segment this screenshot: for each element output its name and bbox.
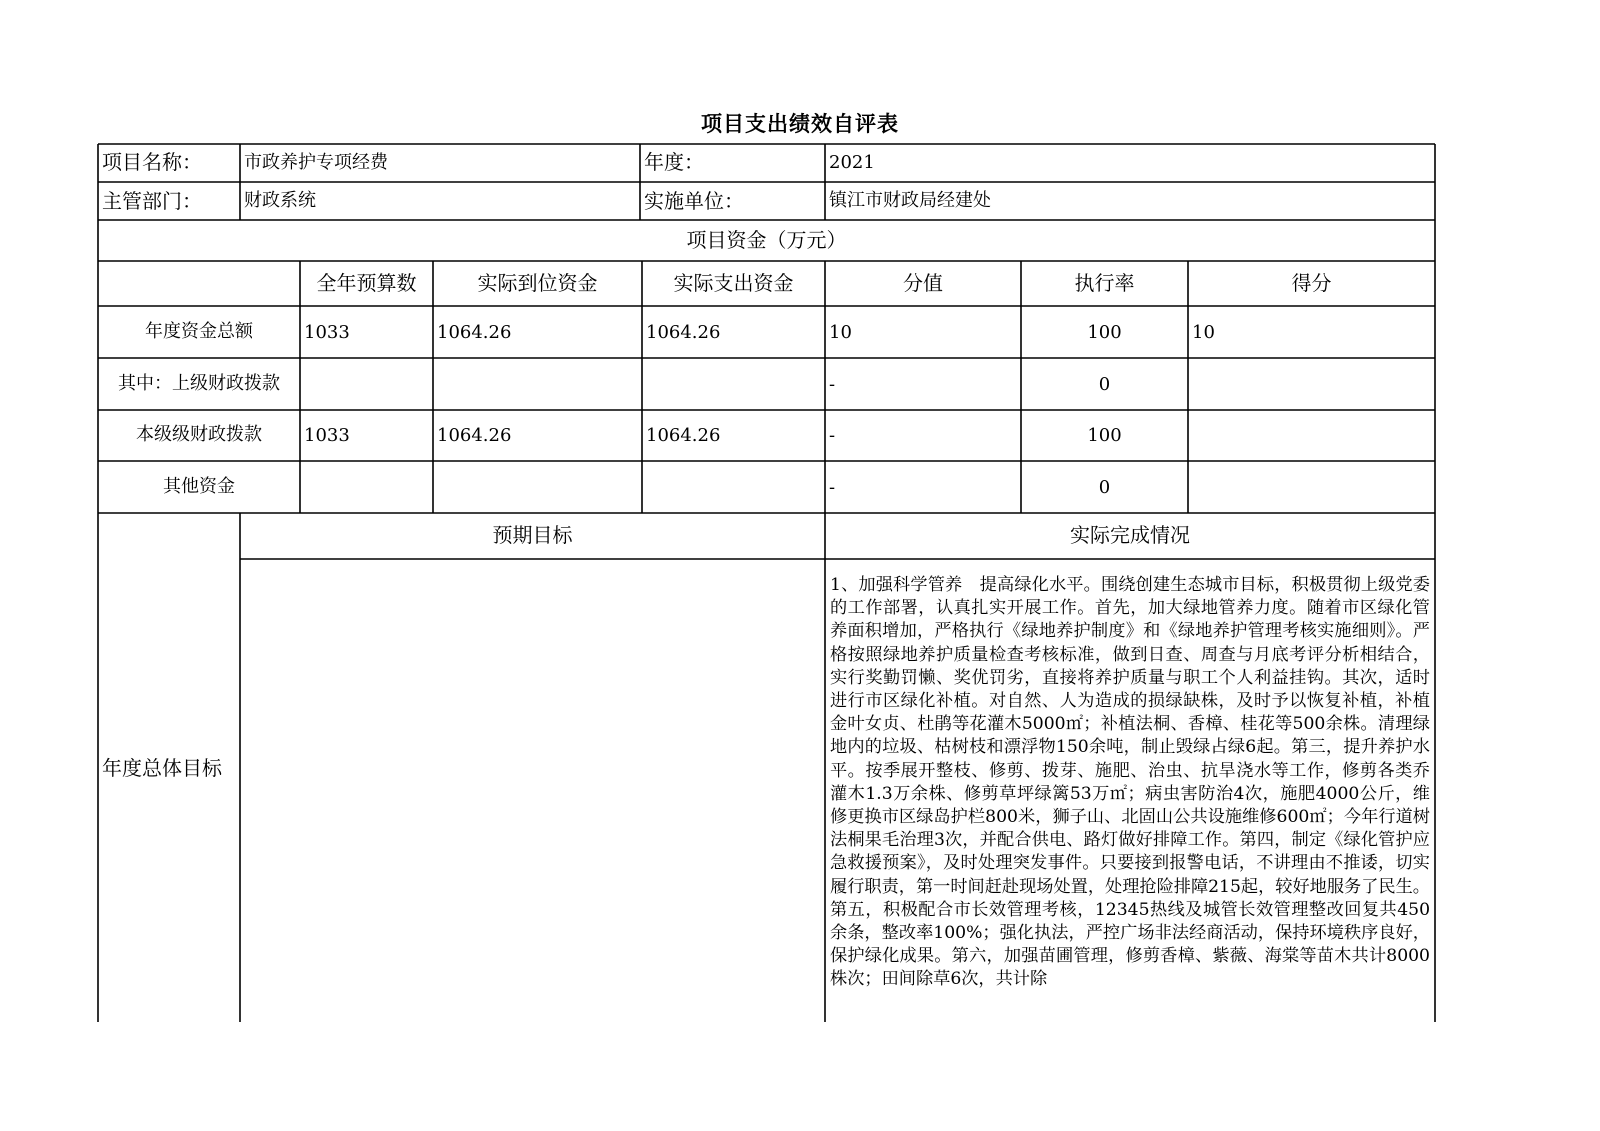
table-cell-budget: 1033 [304, 425, 350, 446]
table-cell-rate: 0 [1098, 374, 1111, 395]
project-name-value: 市政养护专项经费 [244, 152, 388, 173]
table-cell-score-value: - [829, 374, 836, 395]
unit-label: 实施单位： [644, 189, 744, 213]
table-row-label: 其他资金 [163, 476, 235, 497]
table-cell-score: 10 [1192, 322, 1215, 343]
unit-value: 镇江市财政局经建处 [829, 190, 991, 211]
funds-section-title: 项目资金（万元） [686, 228, 847, 252]
table-cell-rate: 100 [1087, 425, 1122, 446]
table-cell-received: 1064.26 [437, 322, 512, 343]
page-title: 项目支出绩效自评表 [701, 111, 899, 136]
expected-goal-header: 预期目标 [492, 523, 573, 547]
table-cell-received: 1064.26 [437, 425, 512, 446]
table-cell-rate: 0 [1098, 477, 1111, 498]
table-cell-spent: 1064.26 [646, 425, 721, 446]
table-cell-score-value: 10 [829, 322, 852, 343]
dept-label: 主管部门： [102, 189, 202, 213]
table-cell-spent: 1064.26 [646, 322, 721, 343]
table-row-label: 年度资金总额 [145, 321, 253, 342]
table-row-label: 其中：上级财政拨款 [118, 373, 280, 394]
col-header-spent: 实际支出资金 [673, 271, 794, 295]
col-header-budget: 全年预算数 [316, 271, 417, 295]
dept-value: 财政系统 [244, 190, 316, 211]
project-name-label: 项目名称： [102, 150, 202, 174]
col-header-received: 实际到位资金 [477, 271, 598, 295]
col-header-rate: 执行率 [1074, 271, 1135, 295]
table-cell-budget: 1033 [304, 322, 350, 343]
year-label: 年度： [644, 150, 704, 174]
actual-completion-header: 实际完成情况 [1070, 523, 1190, 547]
col-header-score: 得分 [1291, 271, 1332, 295]
table-row-label: 本级级财政拨款 [136, 424, 262, 445]
table-cell-score-value: - [829, 477, 836, 498]
year-value: 2021 [829, 152, 875, 173]
actual-completion-text: 1、加强科学管养 提高绿化水平。围绕创建生态城市目标，积极贯彻上级党委的工作部署，认真扎实开展工作。首先，加大绿地管养力度。随着市区绿化管养面积增加，严格执行《绿地养护制度》和《绿地养护管理考核实施细则》。严格按照绿地养护质量检查考核标准，做到日查、周查与月底考评分析相结合，实行奖勤罚懒、奖优罚劣，直接将养护质量与职工个人利益挂钩。其次，适时进行市区绿化补植。对自然、人为造成的损绿缺株，及时予以恢复补植，补植金叶女贞、杜鹃等花灌木5000㎡；补植法桐、香樟、桂花等500余株。清理绿地内的垃圾、枯树枝和漂浮物150余吨，制止毁绿占绿6起。第三，提升养护水平。按季展开整枝、修剪、拨芽、施肥、治虫、抗旱浇水等工作，修剪各类乔灌木1.3万余株、修剪草坪绿篱53万㎡；病虫害防治4次，施肥4000公斤，维修更换市区绿岛护栏800米，狮子山、北固山公共设施维修600㎡；今年行道树法桐果毛治理3次，并配合供电、路灯做好排障工作。第四，制定《绿化管护应急救援预案》，及时处理突发事件。只要接到报警电话，不讲理由不推诿，切实履行职责，第一时间赶赴现场处置，处理抢险排障215起，较好地服务了民生。第五，积极配合市长效管理考核，12345热线及城管长效管理整改回复共450余条，整改率100%；强化执法，严控广场非法经商活动，保持环境秩序良好，保护绿化成果。第六，加强苗圃管理，修剪香樟、紫薇、海棠等苗木共计8000株次；田间除草6次，共计除 [830, 575, 1430, 990]
annual-goal-label: 年度总体目标 [102, 756, 222, 780]
col-header-score-value: 分值 [903, 271, 943, 295]
table-cell-rate: 100 [1087, 322, 1122, 343]
table-cell-score-value: - [829, 425, 836, 446]
